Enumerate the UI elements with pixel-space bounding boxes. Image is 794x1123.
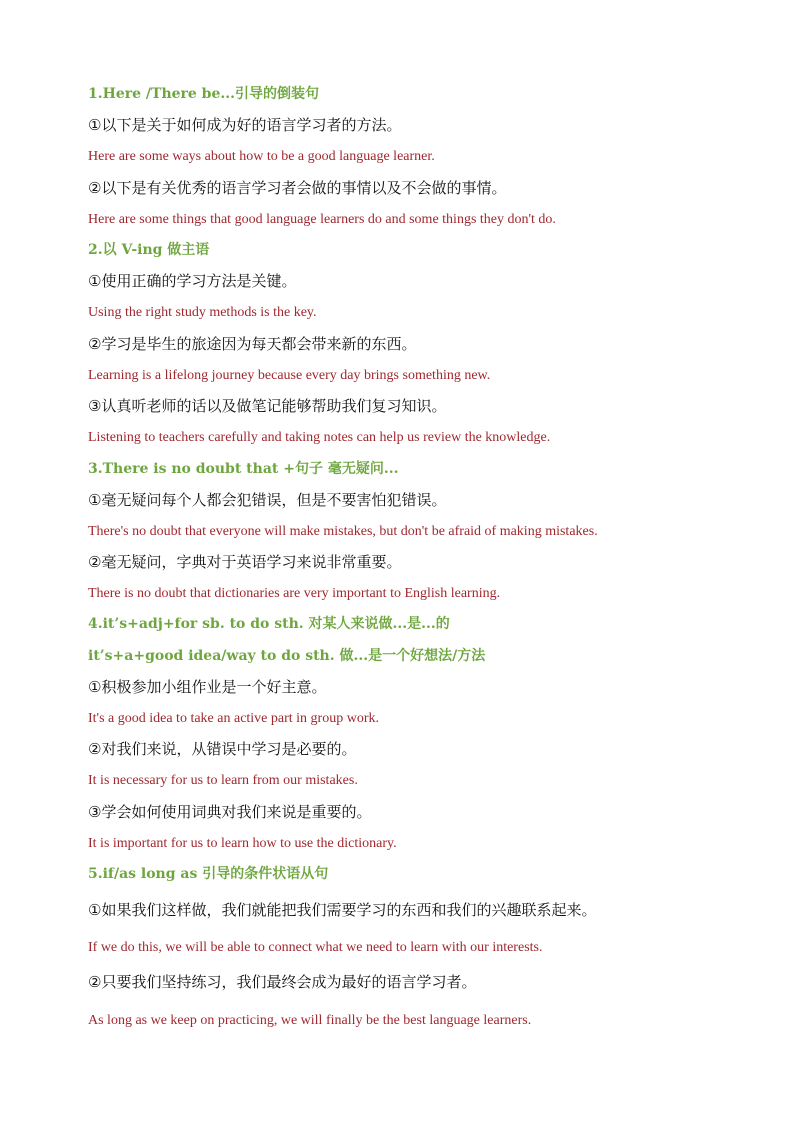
sentence-4-3-english: It is important for us to learn how to use the dictionary. <box>88 836 397 851</box>
sentence-5-1-chinese: ①如果我们这样做，我们就能把我们需要学习的东西和我们的兴趣联系起来。 <box>88 901 597 919</box>
sentence-1-2-chinese: ②以下是有关优秀的语言学习者会做的事情以及不会做的事情。 <box>88 179 507 197</box>
section-3-heading: 3.There is no doubt that +句子 毫无疑问... <box>88 461 399 477</box>
sentence-2-2-english: Learning is a lifelong journey because every day brings something new. <box>88 368 491 383</box>
sentence-4-3-chinese: ③学会如何使用词典对我们来说是重要的。 <box>88 803 372 821</box>
sentence-2-2-chinese: ②学习是毕生的旅途因为每天都会带来新的东西。 <box>88 335 417 353</box>
sentence-3-2-chinese: ②毫无疑问，字典对于英语学习来说非常重要。 <box>88 553 402 571</box>
sentence-2-1-chinese: ①使用正确的学习方法是关键。 <box>88 272 297 290</box>
sentence-4-1-chinese: ①积极参加小组作业是一个好主意。 <box>88 678 327 696</box>
sentence-5-2-english: As long as we keep on practicing, we will finally be the best language learners. <box>88 1013 532 1028</box>
section-1-heading: 1.Here /There be...引导的倒装句 <box>88 86 319 102</box>
sentence-4-2-english: It is necessary for us to learn from our mistakes. <box>88 773 358 788</box>
sentence-1-1-english: Here are some ways about how to be a good language learner. <box>88 149 435 164</box>
section-4-subheading: it’s+a+good idea/way to do sth. 做...是一个好想法/方法 <box>88 648 486 664</box>
sentence-3-2-english: There is no doubt that dictionaries are very important to English learning. <box>88 586 501 601</box>
section-2-heading: 2.以 V-ing 做主语 <box>88 242 210 258</box>
sentence-5-2-chinese: ②只要我们坚持练习，我们最终会成为最好的语言学习者。 <box>88 973 477 991</box>
sentence-1-1-chinese: ①以下是关于如何成为好的语言学习者的方法。 <box>88 116 402 134</box>
sentence-4-2-chinese: ②对我们来说，从错误中学习是必要的。 <box>88 740 357 758</box>
sentence-2-3-english: Listening to teachers carefully and taking notes can help us review the knowledge. <box>88 430 551 445</box>
section-5-heading: 5.if/as long as 引导的条件状语从句 <box>88 866 329 882</box>
section-4-heading: 4.it’s+adj+for sb. to do sth. 对某人来说做...是...的 <box>88 616 450 632</box>
sentence-3-1-chinese: ①毫无疑问每个人都会犯错误，但是不要害怕犯错误。 <box>88 491 447 509</box>
sentence-4-1-english: It's a good idea to take an active part in group work. <box>88 711 379 726</box>
sentence-1-2-english: Here are some things that good language learners do and some things they don't do. <box>88 212 556 227</box>
sentence-2-1-english: Using the right study methods is the key. <box>88 305 317 320</box>
sentence-5-1-english: If we do this, we will be able to connect what we need to learn with our interests. <box>88 940 543 955</box>
sentence-2-3-chinese: ③认真听老师的话以及做笔记能够帮助我们复习知识。 <box>88 397 447 415</box>
sentence-3-1-english: There's no doubt that everyone will make mistakes, but don't be afraid of making mistakes. <box>88 524 598 539</box>
